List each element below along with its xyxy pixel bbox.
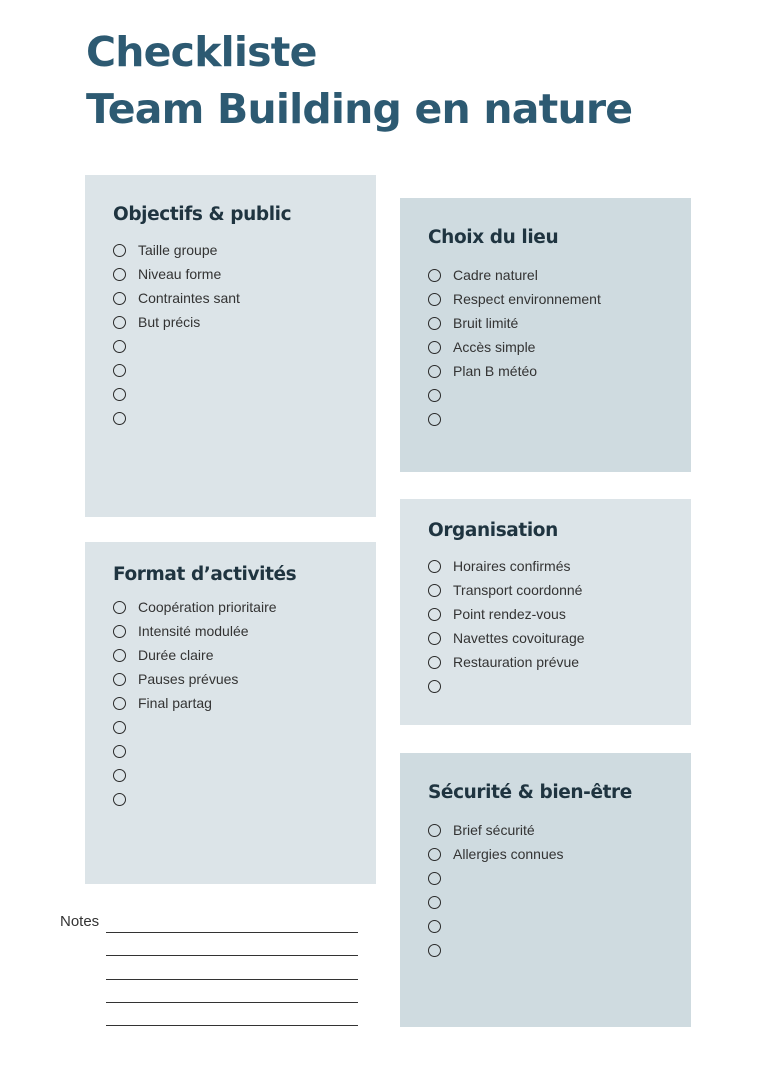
card-format-activites xyxy=(85,542,376,884)
checklist-item xyxy=(113,619,277,643)
checkbox-circle-icon[interactable] xyxy=(113,388,126,401)
checklist-item xyxy=(428,383,601,407)
checkbox-circle-icon[interactable] xyxy=(428,365,441,378)
checklist-item xyxy=(428,602,585,626)
checklist-item-label: Respect environnement xyxy=(453,291,601,307)
checklist-item-label: Intensité modulée xyxy=(138,623,249,639)
checkbox-circle-icon[interactable] xyxy=(428,920,441,933)
notes-label: Notes xyxy=(60,913,100,930)
checklist-item-label: Restauration prévue xyxy=(453,654,580,670)
checklist-item xyxy=(428,818,564,842)
checklist-item-label: Durée claire xyxy=(138,647,214,663)
checklist-item xyxy=(113,691,277,715)
checkbox-circle-icon[interactable] xyxy=(428,560,441,573)
checklist-item-label: Allergies connues xyxy=(453,846,564,862)
checklist-item xyxy=(113,406,240,430)
checklist-item xyxy=(113,715,277,739)
checklist-item xyxy=(428,311,601,335)
checklist-item xyxy=(428,335,601,359)
checklist-item-label: Brief sécurité xyxy=(453,822,535,838)
checklist-item-label: Contraintes sant xyxy=(138,290,240,306)
checkbox-circle-icon[interactable] xyxy=(113,601,126,614)
checklist-item xyxy=(113,310,240,334)
checkbox-circle-icon[interactable] xyxy=(113,673,126,686)
checkbox-circle-icon[interactable] xyxy=(113,745,126,758)
checkbox-circle-icon[interactable] xyxy=(428,632,441,645)
checklist-item xyxy=(113,286,240,310)
notes-line[interactable] xyxy=(106,979,358,980)
checkbox-circle-icon[interactable] xyxy=(113,793,126,806)
checkbox-circle-icon[interactable] xyxy=(428,872,441,885)
checklist-item xyxy=(428,842,564,866)
checkbox-circle-icon[interactable] xyxy=(428,848,441,861)
checklist-item-label: Horaires confirmés xyxy=(453,558,571,574)
checkbox-circle-icon[interactable] xyxy=(428,389,441,402)
checkbox-circle-icon[interactable] xyxy=(113,292,126,305)
checklist-item xyxy=(113,238,240,262)
checklist-item-label: Bruit limité xyxy=(453,315,519,331)
checklist xyxy=(428,818,564,962)
checkbox-circle-icon[interactable] xyxy=(113,364,126,377)
checklist-item xyxy=(428,407,601,431)
title-line-1: Checkliste xyxy=(86,28,317,76)
checkbox-circle-icon[interactable] xyxy=(113,697,126,710)
checklist-item-label: Pauses prévues xyxy=(138,671,239,687)
card-heading: Sécurité & bien-être xyxy=(428,782,632,803)
checkbox-circle-icon[interactable] xyxy=(428,824,441,837)
checklist-item-label: Niveau forme xyxy=(138,266,222,282)
checklist-item-label: Plan B météo xyxy=(453,363,538,379)
checkbox-circle-icon[interactable] xyxy=(113,625,126,638)
checkbox-circle-icon[interactable] xyxy=(113,244,126,257)
checklist-item-label: Accès simple xyxy=(453,339,536,355)
notes-line[interactable] xyxy=(106,1002,358,1003)
notes-line[interactable] xyxy=(106,955,358,956)
checklist xyxy=(113,238,240,430)
title-line-2: Team Building en nature xyxy=(86,85,633,133)
checkbox-circle-icon[interactable] xyxy=(428,413,441,426)
checklist-item xyxy=(428,263,601,287)
checkbox-circle-icon[interactable] xyxy=(428,293,441,306)
card-securite-bien-etre xyxy=(400,753,691,1027)
checkbox-circle-icon[interactable] xyxy=(113,412,126,425)
page-title xyxy=(86,24,632,138)
checklist-item xyxy=(428,938,564,962)
checkbox-circle-icon[interactable] xyxy=(428,896,441,909)
card-choix-du-lieu xyxy=(400,198,691,472)
checklist-item xyxy=(113,262,240,286)
checklist-item-label: Cadre naturel xyxy=(453,267,538,283)
notes-line[interactable] xyxy=(106,1025,358,1026)
checkbox-circle-icon[interactable] xyxy=(428,269,441,282)
checkbox-circle-icon[interactable] xyxy=(428,317,441,330)
card-objectifs xyxy=(85,175,376,517)
checklist-item xyxy=(428,578,585,602)
checklist-item xyxy=(428,866,564,890)
checklist-item xyxy=(113,739,277,763)
checklist-item xyxy=(113,643,277,667)
checklist-item-label: Final partag xyxy=(138,695,212,711)
checklist-item xyxy=(113,667,277,691)
checklist xyxy=(428,263,601,431)
checklist-item xyxy=(428,914,564,938)
checklist-item-label: Taille groupe xyxy=(138,242,218,258)
checklist-item xyxy=(428,674,585,698)
checklist-item xyxy=(113,382,240,406)
card-heading: Organisation xyxy=(428,520,558,541)
checkbox-circle-icon[interactable] xyxy=(428,608,441,621)
checkbox-circle-icon[interactable] xyxy=(428,584,441,597)
checklist-item-label: Navettes covoiturage xyxy=(453,630,585,646)
card-organisation xyxy=(400,499,691,725)
checkbox-circle-icon[interactable] xyxy=(113,316,126,329)
checklist-item xyxy=(113,763,277,787)
checklist-item xyxy=(428,554,585,578)
checklist-item-label: Transport coordonné xyxy=(453,582,583,598)
card-heading: Format d’activités xyxy=(113,564,297,585)
checklist xyxy=(113,595,277,811)
checklist-item-label: Point rendez-vous xyxy=(453,606,566,622)
checklist-item-label: But précis xyxy=(138,314,201,330)
checklist-item xyxy=(113,334,240,358)
card-heading: Objectifs & public xyxy=(113,204,292,225)
card-heading: Choix du lieu xyxy=(428,227,559,248)
checklist-item xyxy=(113,358,240,382)
checklist-item xyxy=(428,650,585,674)
checkbox-circle-icon[interactable] xyxy=(113,340,126,353)
checkbox-circle-icon[interactable] xyxy=(428,656,441,669)
checklist xyxy=(428,554,585,698)
checkbox-circle-icon[interactable] xyxy=(113,769,126,782)
checkbox-circle-icon[interactable] xyxy=(113,721,126,734)
notes-line[interactable] xyxy=(106,932,358,933)
checklist-item xyxy=(113,595,277,619)
checklist-item xyxy=(113,787,277,811)
checklist-item xyxy=(428,890,564,914)
checkbox-circle-icon[interactable] xyxy=(428,944,441,957)
checklist-item xyxy=(428,359,601,383)
checklist-item-label: Coopération prioritaire xyxy=(138,599,277,615)
checklist-item xyxy=(428,626,585,650)
checkbox-circle-icon[interactable] xyxy=(428,680,441,693)
checkbox-circle-icon[interactable] xyxy=(113,649,126,662)
checkbox-circle-icon[interactable] xyxy=(113,268,126,281)
checklist-item xyxy=(428,287,601,311)
checkbox-circle-icon[interactable] xyxy=(428,341,441,354)
